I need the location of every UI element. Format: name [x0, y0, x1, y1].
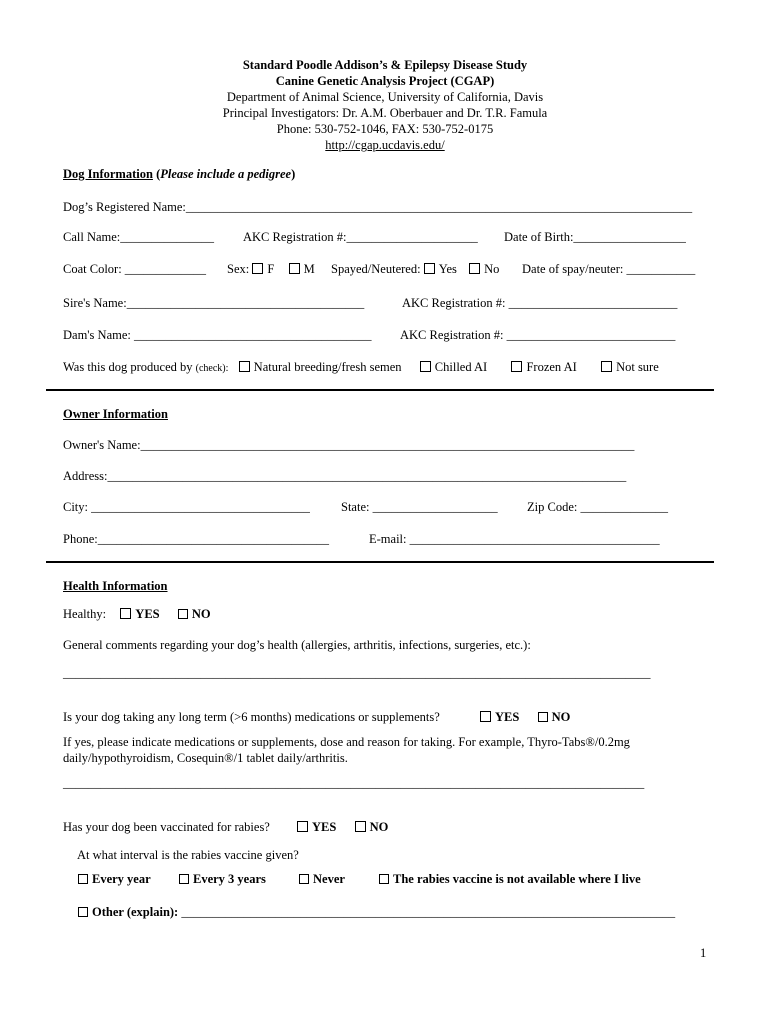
spayed-group: Spayed/Neutered: Yes No	[331, 262, 500, 276]
chilled-ai-checkbox[interactable]	[420, 361, 431, 372]
city-field[interactable]: City: ___________________________________	[63, 500, 310, 514]
sire-akc-field[interactable]: AKC Registration #: ___________________________	[402, 296, 678, 310]
akc-registration-field[interactable]: AKC Registration #:_____________________	[243, 230, 478, 244]
interval-other: Other (explain): _______________________________________________________________________________	[78, 905, 675, 920]
sex-m-checkbox[interactable]	[289, 263, 300, 274]
state-field[interactable]: State: ____________________	[341, 500, 498, 514]
medications-group: YES NO	[480, 710, 570, 725]
section-divider	[46, 561, 714, 563]
production-method-group: Was this dog produced by (check): Natural breeding/fresh semen Chilled AI Frozen AI Not sure	[63, 360, 659, 374]
contact-phone: Phone: 530-752-1046, FAX: 530-752-0175	[276, 122, 494, 136]
department: Department of Animal Science, University of California, Davis	[226, 90, 544, 104]
email-field[interactable]: E-mail: ________________________________________	[369, 532, 660, 546]
not-sure-checkbox[interactable]	[601, 361, 612, 372]
healthy-no-checkbox[interactable]	[178, 609, 188, 619]
healthy-yes-checkbox[interactable]	[120, 608, 131, 619]
rabies-group: YES NO	[297, 820, 388, 835]
interval-never: Never	[299, 872, 345, 887]
meds-no-checkbox[interactable]	[538, 712, 548, 722]
interval-every-3-years: Every 3 years	[179, 872, 266, 887]
medications-detail-line-2: daily/hypothyroidism, Cosequin®/1 tablet daily/arthritis.	[63, 751, 348, 765]
owner-name-field[interactable]: Owner's Name:_______________________________________________________________________________	[63, 438, 635, 452]
medications-detail-line-1: If yes, please indicate medications or supplements, dose and reason for taking. For example, Thyro-Tabs®/0.2mg	[63, 735, 630, 749]
never-checkbox[interactable]	[299, 874, 309, 884]
interval-not-available: The rabies vaccine is not available where I live	[379, 872, 641, 887]
natural-breeding-checkbox[interactable]	[239, 361, 250, 372]
other-explain-field[interactable]: _______________________________________________________________________________	[181, 905, 676, 919]
section-divider	[46, 389, 714, 391]
zip-code-field[interactable]: Zip Code: ______________	[527, 500, 668, 514]
call-name-field[interactable]: Call Name:_______________	[63, 230, 215, 244]
sex-group: Sex: F M	[227, 262, 315, 276]
project-url-link[interactable]: http://cgap.ucdavis.edu/	[325, 138, 445, 152]
sex-f-checkbox[interactable]	[252, 263, 263, 274]
page-number: 1	[700, 946, 707, 960]
medications-field[interactable]: _____________________________________________________________________________________________	[63, 776, 645, 790]
spayed-yes-checkbox[interactable]	[424, 263, 435, 274]
frozen-ai-checkbox[interactable]	[511, 361, 522, 372]
health-comments-field[interactable]: ______________________________________________________________________________________________	[63, 666, 651, 680]
dam-name-field[interactable]: Dam's Name: ______________________________________	[63, 328, 372, 342]
project-name: Canine Genetic Analysis Project (CGAP)	[275, 74, 495, 88]
spayed-no-checkbox[interactable]	[469, 263, 480, 274]
rabies-label: Has your dog been vaccinated for rabies?	[63, 820, 270, 834]
meds-yes-checkbox[interactable]	[480, 711, 491, 722]
rabies-interval-label: At what interval is the rabies vaccine given?	[77, 848, 299, 862]
other-checkbox[interactable]	[78, 907, 88, 917]
every-year-checkbox[interactable]	[78, 874, 88, 884]
dog-info-heading: Dog Information (Please include a pedigree)	[63, 167, 296, 181]
investigators: Principal Investigators: Dr. A.M. Oberbauer and Dr. T.R. Famula	[222, 106, 548, 120]
date-of-birth-field[interactable]: Date of Birth:__________________	[504, 230, 686, 244]
address-field[interactable]: Address:___________________________________________________________________________________	[63, 469, 627, 483]
coat-color-field[interactable]: Coat Color: _____________	[63, 262, 207, 276]
owner-info-heading: Owner Information	[63, 407, 168, 421]
registered-name-field[interactable]: Dog’s Registered Name:_________________________________________________________________________________	[63, 200, 693, 214]
every-3-years-checkbox[interactable]	[179, 874, 189, 884]
health-info-heading: Health Information	[63, 579, 168, 593]
medications-label: Is your dog taking any long term (>6 months) medications or supplements?	[63, 710, 440, 724]
interval-every-year: Every year	[78, 872, 151, 887]
spay-date-field[interactable]: Date of spay/neuter: ___________	[522, 262, 696, 276]
health-comments-label: General comments regarding your dog’s health (allergies, arthritis, infections, surgeries, etc.):	[63, 638, 531, 652]
not-available-checkbox[interactable]	[379, 874, 389, 884]
phone-field[interactable]: Phone:_____________________________________	[63, 532, 329, 546]
sire-name-field[interactable]: Sire's Name:______________________________________	[63, 296, 365, 310]
rabies-no-checkbox[interactable]	[355, 821, 366, 832]
dam-akc-field[interactable]: AKC Registration #: ___________________________	[400, 328, 676, 342]
rabies-yes-checkbox[interactable]	[297, 821, 308, 832]
healthy-group: Healthy: YES NO	[63, 607, 211, 621]
study-title: Standard Poodle Addison’s & Epilepsy Disease Study	[242, 58, 528, 72]
